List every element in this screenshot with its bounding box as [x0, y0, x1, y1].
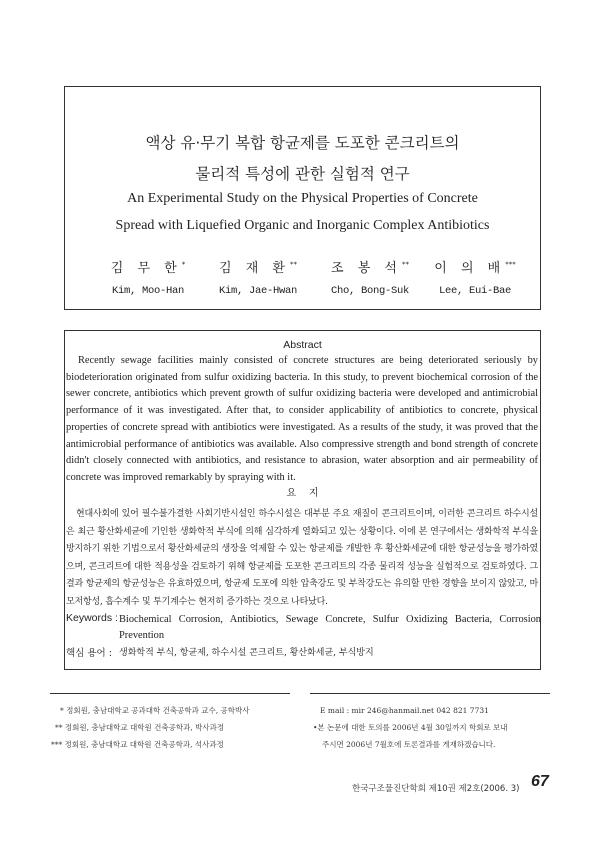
author-korean-name: 김 재 환	[219, 261, 290, 276]
affiliation-mark: ***	[505, 260, 516, 269]
korean-abstract-text: 현대사회에 있어 필수불가결한 사회기반시설인 하수시설은 대부분 주요 재질이 콘크리트이며, 이러한 콘크리트 하수시설은 최근 황산화세균에 기인한 생화학적 부식에 의해 심각하게 열화되고 있는 상황이다. 이에 본 연구에서는 생화학적 부식을 방지하기 위한 기법으로서 황산화세균의 생장을 억제할 수 있는 항균제를 개발한 후 황산화세균에 대한 항균성능을 평가하였으며, 콘크리트에 대한 적용성을 검토하기 위해 항균제를 도포한 콘크리트의 각종 물리적 성능을 실험적으로 검토하였다. 그 결과 항균제의 항균성능은 유효하였으며, 항균제 도포에 의한 압축강도 및 부착강도는 유의할 만한 경향을 보이지 않았고, 마모저항성, 흡수계수 및 투기계수는 현저히 증가하는 것으로 나타났다.	[66, 509, 539, 607]
korean-keywords-label: 핵심 용어 :	[66, 648, 112, 659]
footnote-rule-right	[310, 693, 550, 694]
abstract-text: Recently sewage facilities mainly consisted of concrete structures are being deteriorated seriously by biodeterioration originated from sulfur oxidizing bacteria. In this study, to prevent biochemical corrosion of the sewer concrete, antibiotics which prevent growth of sulfur oxidizing bacteria were developed and antimicrobial performance of it was investigated. After that, to consider applicability of antibiotics to concrete, physical properties of concrete spread with antibiotics were investigated. As a results of the study, it was proved that the antimicrobial performance of antibiotics was available. Also compressive strength and bond strength of concrete didn't closely connected with antibiotics, and resistance to abrasion, water absorption and air permeability of concrete was improved remarkably by spraying with it.	[66, 355, 538, 483]
author-3	[315, 257, 425, 297]
footnote-rule-left	[50, 693, 290, 694]
title-box	[64, 86, 541, 310]
korean-title-line-1: 액상 유·무기 복합 항균제를 도포한 콘크리트의	[145, 134, 460, 152]
affiliation-mark: **	[401, 260, 409, 269]
abstract-heading: Abstract	[283, 339, 322, 351]
korean-keywords-text: 생화학적 부식, 항균제, 하수시설 콘크리트, 황산화세균, 부식방지	[119, 648, 374, 658]
discussion-notice-line-2: 주시면 2006년 7월호에 토론결과를 게재하겠습니다.	[322, 740, 496, 749]
author-korean-name: 이 의 배	[434, 261, 506, 276]
korean-keywords-row	[64, 645, 541, 661]
journal-info: 한국구조물진단학회 제10권 제2호(2006. 3)	[352, 784, 520, 794]
contact-email: E mail : mir 246@hanmail.net 042 821 7731	[320, 706, 489, 715]
footnote-author-1: * 정회원, 충남대학교 공과대학 건축공학과 교수, 공학박사	[60, 706, 250, 715]
author-1	[93, 257, 203, 297]
author-english-name: Lee, Eui-Bae	[438, 285, 511, 297]
discussion-notice-line-1: •본 논문에 대한 토의를 2006년 4월 30일까지 학회로 보내	[313, 723, 508, 732]
affiliation-mark: *	[181, 260, 186, 269]
keywords-text: Biochemical Corrosion, Antibiotics, Sewage Concrete, Sulfur Oxidizing Bacteria, Corrosion Prevention	[119, 614, 541, 641]
english-title-line-1: An Experimental Study on the Physical Properties of Concrete	[127, 191, 478, 206]
keywords-label: Keywords :	[66, 612, 118, 624]
author-english-name: Cho, Bong-Suk	[330, 285, 409, 297]
author-english-name: Kim, Moo-Han	[111, 285, 184, 297]
footnote-author-2: ** 정회원, 충남대학교 대학원 건축공학과, 박사과정	[55, 723, 225, 732]
author-english-name: Kim, Jae-Hwan	[218, 285, 297, 297]
footnote-author-3: *** 정회원, 충남대학교 대학원 건축공학과, 석사과정	[51, 740, 224, 749]
author-2	[203, 257, 313, 297]
author-korean-name: 조 봉 석	[331, 261, 402, 276]
english-title-line-2: Spread with Liquefied Organic and Inorganic Complex Antibiotics	[115, 218, 490, 233]
author-korean-name: 김 무 한	[110, 261, 182, 276]
affiliation-mark: **	[289, 260, 297, 269]
author-4	[420, 257, 530, 297]
page-number: 67	[531, 773, 549, 790]
korean-title-line-2: 물리적 특성에 관한 실험적 연구	[195, 165, 410, 183]
keywords-row	[64, 612, 541, 644]
korean-abstract-heading: 요 지	[286, 488, 319, 499]
